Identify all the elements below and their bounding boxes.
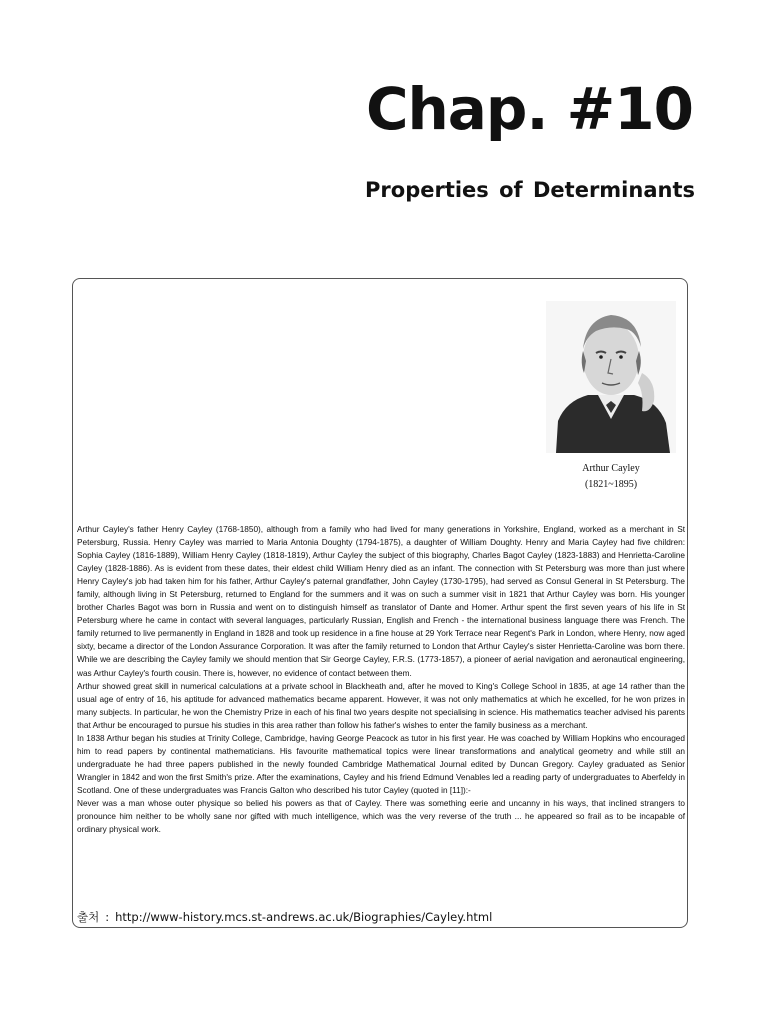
source-separator: : xyxy=(105,910,110,924)
portrait-image xyxy=(546,301,676,453)
chapter-title: Chap. #10 xyxy=(365,75,693,143)
source-line xyxy=(77,909,492,925)
biography-paragraph: Arthur showed great skill in numerical calculations at a private school in Blackheath and, after he moved to King's College School in 1835, at age 14 rather than the usual age of entry of 16, his aptitude for advanced mathematics became apparent. However, it was not only mathematics at which he excelled, for he won prizes in many subjects. In particular, he won the Chemistry Prize in each of his final two years despite not specialising in science. His mathematics teacher advised his parents that Arthur be encouraged to pursue his studies in this area rather than follow his father's wishes to enter the family business as a merchant. xyxy=(77,681,685,730)
portrait-caption xyxy=(541,461,681,493)
source-label: 출처 xyxy=(77,910,100,924)
source-url-link[interactable]: http://www-history.mcs.st-andrews.ac.uk/Biographies/Cayley.html xyxy=(115,910,493,924)
portrait-name: Arthur Cayley xyxy=(582,463,640,474)
biography-quote: Never was a man whose outer physique so belied his powers as that of Cayley. There was something eerie and uncanny in his ways, that inclined strangers to pronounce him neither to be wholly sane nor gifted with much intelligence, which was the very reverse of the truth ... he appeared so frail as to be incapable of ordinary physical work. xyxy=(77,798,685,835)
portrait-years: (1821~1895) xyxy=(584,479,638,490)
biography-paragraph: In 1838 Arthur began his studies at Trinity College, Cambridge, having George Peacock as tutor in his first year. He was coached by William Hopkins who encouraged him to read papers by continental mathematicians. His favourite mathematical topics were linear transformations and analytical geometry and while still an undergraduate he had three papers published in the newly founded Cambridge Mathematical Journal edited by Duncan Gregory. Cayley graduated as Senior Wrangler in 1842 and won the first Smith's prize. After the examinations, Cayley and his friend Edmund Venables led a reading party of undergraduates to Aberfeldy in Scotland. One of these undergraduates was Francis Galton who described his tutor Cayley (quoted in [11]):- xyxy=(77,733,685,795)
biography-paragraph: Arthur Cayley's father Henry Cayley (1768-1850), although from a family who had lived for many generations in Yorkshire, England, worked as a merchant in St Petersburg, Russia. Henry Cayley was married to Maria Antonia Doughty (1794-1875), a daughter of William Doughty. Henry and Maria Cayley had five children: Sophia Cayley (1816-1889), William Henry Cayley (1818-1819), Arthur Cayley the subject of this biography, Charles Bagot Cayley (1823-1883) and Henrietta-Caroline Cayley (1828-1886). As is evident from these dates, their eldest child William Henry died as an infant. The connection with St Petersburg was more than just where Henry Cayley's job had taken him for his father, Arthur Cayley's paternal grandfather, John Cayley (1730-1795), had served as Consul General in St Petersburg. The family, although living in St Petersburg, returned to England for the summers and it was on such a summer visit in 1821 that Arthur Cayley was born. His younger brother Charles Bagot was born in Russia and went on to distinguish himself as translator of Dante and Homer. Arthur spent the first seven years of his life in St Petersburg where he came in contact with several languages, particularly Russian, English and French - the international business language there was French. The family returned to live permanently in England in 1828 and took up residence in a fine house at 29 York Terrace near Regent's Park in London, where Henry, now aged sixty, became a director of the London Assurance Corporation. It was after the family returned to London that Arthur Cayley's sister Henrietta-Caroline was born there. While we are describing the Cayley family we should mention that Sir George Cayley, F.R.S. (1773-1857), a pioneer of aerial navigation and aeronautical engineering, was Arthur Cayley's fourth cousin. There is, however, no evidence of contact between them. xyxy=(77,525,685,678)
biography-text xyxy=(77,523,685,836)
biography-box xyxy=(72,278,688,928)
chapter-subtitle: Properties of Determinants xyxy=(365,178,695,202)
